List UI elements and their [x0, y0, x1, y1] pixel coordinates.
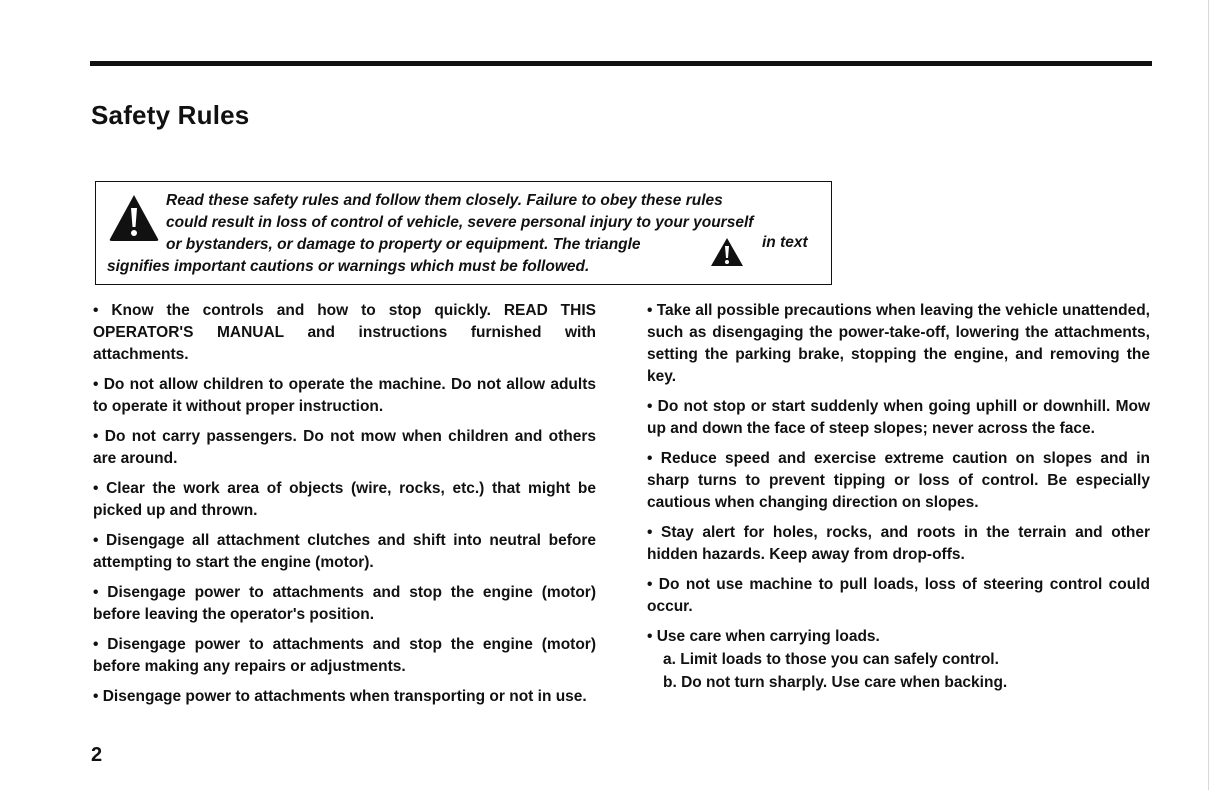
warning-triangle-icon	[108, 193, 160, 242]
rule-subitem: b. Do not turn sharply. Use care when backing.	[663, 674, 1008, 691]
rule-item: • Stay alert for holes, rocks, and roots in the terrain and other hidden hazards. Keep away from drop-offs.	[647, 524, 1150, 563]
header-rule	[90, 61, 1152, 66]
page-title: Safety Rules	[91, 100, 250, 130]
rule-item: • Clear the work area of objects (wire, rocks, etc.) that might be picked up and thrown.	[93, 480, 596, 519]
right-rules-column	[647, 300, 1150, 695]
rule-subitem: a. Limit loads to those you can safely control.	[663, 651, 999, 668]
warning-line: could result in loss of control of vehicle, severe personal injury to your yourself	[166, 214, 754, 231]
warning-last-line: signifies important cautions or warnings which must be followed.	[107, 258, 590, 275]
warning-box	[95, 181, 832, 285]
page-edge	[1208, 0, 1209, 790]
rule-item: • Do not allow children to operate the machine. Do not allow adults to operate it without proper instruction.	[93, 376, 596, 415]
rule-item: • Take all possible precautions when leaving the vehicle unattended, such as disengaging the power-take-off, lowering the attachments, setting the parking brake, stopping the engine, and removing the key.	[647, 302, 1150, 385]
warning-in-text: in text	[762, 234, 808, 251]
rule-item: • Know the controls and how to stop quickly. READ THIS OPERATOR'S MANUAL and instructions furnished with attachments.	[93, 302, 596, 363]
rule-item: • Do not stop or start suddenly when going uphill or downhill. Mow up and down the face of steep slopes; never across the face.	[647, 398, 1150, 437]
rule-item: • Disengage power to attachments and stop the engine (motor) before making any repairs or adjustments.	[93, 636, 596, 675]
rule-item: • Disengage power to attachments and stop the engine (motor) before leaving the operator's position.	[93, 584, 596, 623]
warning-line: or bystanders, or damage to property or equipment. The triangle	[166, 236, 641, 253]
rule-item: • Do not carry passengers. Do not mow when children and others are around.	[93, 428, 596, 467]
rule-item: • Do not use machine to pull loads, loss of steering control could occur.	[647, 576, 1150, 615]
rule-item: • Reduce speed and exercise extreme caution on slopes and in sharp turns to prevent tipping or loss of control. Be especially cautious when changing direction on slopes.	[647, 450, 1150, 511]
rule-item: • Disengage power to attachments when transporting or not in use.	[93, 688, 587, 705]
rule-item: • Disengage all attachment clutches and shift into neutral before attempting to start the engine (motor).	[93, 532, 596, 571]
left-rules-column	[93, 300, 596, 716]
warning-line: Read these safety rules and follow them closely. Failure to obey these rules	[166, 192, 723, 209]
rule-item: • Use care when carrying loads.	[647, 628, 880, 645]
page-number: 2	[91, 744, 103, 766]
